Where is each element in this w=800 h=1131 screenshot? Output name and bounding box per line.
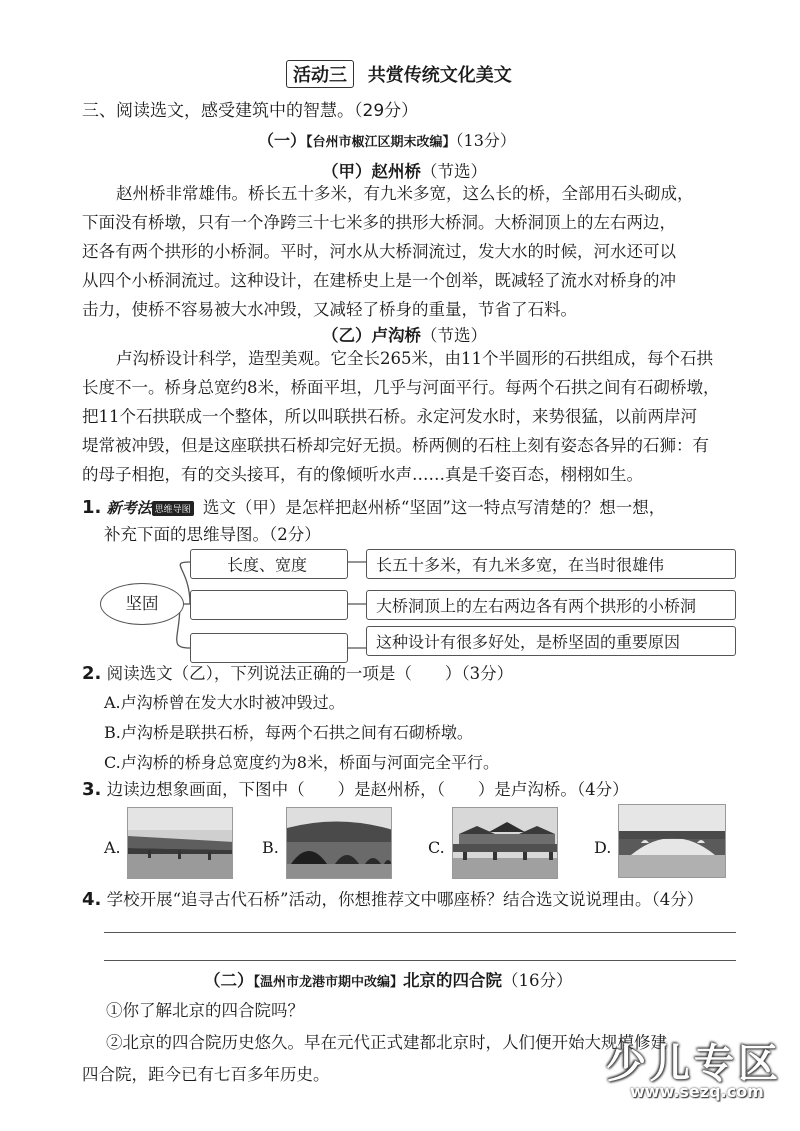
yi-line: 卢沟桥设计科学，造型美观。它全长265米，由11个半圆形的石拱组成，每个石拱 bbox=[116, 349, 713, 368]
mindmap-right-box-1 bbox=[366, 549, 736, 579]
answer-line-1[interactable] bbox=[104, 932, 736, 933]
q2-option-c[interactable]: C.卢沟桥的桥身总宽度约为8米，桥面与河面完全平行。 bbox=[104, 753, 499, 772]
part1-source: 【台州市椒江区期末改编】 bbox=[306, 135, 456, 150]
passage-yi-title bbox=[322, 322, 487, 346]
part2-line: 四合院，距今已有七百多年历史。 bbox=[82, 1065, 330, 1084]
activity-tag: 活动三 bbox=[286, 60, 354, 88]
answer-line-2[interactable] bbox=[104, 960, 736, 961]
part1-prefix: （一） bbox=[258, 131, 307, 150]
mindmap-center: 坚固 bbox=[100, 583, 184, 625]
jia-line: 还各有两个拱形的小桥洞。平时，河水从大桥洞流过，发大水的时候，河水还可以 bbox=[82, 242, 676, 261]
bridge-photo-a-image bbox=[128, 808, 233, 879]
jia-title: 赵州桥 bbox=[371, 162, 421, 181]
bridge-photo-b[interactable] bbox=[286, 807, 392, 879]
bridge-photo-c[interactable] bbox=[452, 807, 558, 879]
photo-label-a: A. bbox=[104, 838, 121, 857]
activity-title: 共赏传统文化美文 bbox=[367, 65, 512, 86]
photo-label-d: D. bbox=[594, 838, 612, 857]
yi-line: 堤常被冲毁，但是这座联拱石桥却完好无损。桥两侧的石柱上刻有姿态各异的石狮：有 bbox=[82, 436, 709, 455]
q4-text: 学校开展“追寻古代石桥”活动，你想推荐文中哪座桥？结合选文说说理由。（4分） bbox=[106, 890, 704, 909]
q2-text: 阅读选文（乙），下列说法正确的一项是（ ）（3分） bbox=[106, 664, 514, 683]
yi-line: 长度不一。桥身总宽约8米，桥面平坦，几乎与河面平行。每两个石拱之间有石砌桥墩， bbox=[82, 378, 720, 397]
activity-header bbox=[286, 60, 512, 88]
part2-line: ②北京的四合院历史悠久。早在元代正式建都北京时，人们便开始大规模修建 bbox=[106, 1033, 667, 1052]
q1-text-line2: 补充下面的思维导图。（2分） bbox=[104, 525, 321, 544]
q2-option-a[interactable]: A.卢沟桥曾在发大水时被冲毁过。 bbox=[104, 693, 345, 712]
q2-number: 2. bbox=[82, 663, 102, 684]
watermark-url: www.sezq.com bbox=[630, 1082, 764, 1101]
question-4 bbox=[82, 886, 703, 910]
yi-line: 把11个石拱联成一个整体，所以叫联拱石桥。永定河发水时，来势很猛，以前两岸河 bbox=[82, 407, 697, 426]
yi-prefix: （乙） bbox=[322, 326, 372, 345]
question-2 bbox=[82, 660, 513, 684]
mindmap-left-text: 长度、宽度 bbox=[227, 555, 308, 575]
yi-title: 卢沟桥 bbox=[371, 326, 421, 345]
q1-badge: 思维导图 bbox=[152, 501, 194, 516]
part2-line: ①你了解北京的四合院吗？ bbox=[106, 1001, 304, 1020]
q1-text: 选文（甲）是怎样把赵州桥“坚固”这一特点写清楚的？想一想， bbox=[202, 498, 666, 517]
passage-jia-body bbox=[82, 179, 742, 324]
mindmap-right-box-2 bbox=[366, 590, 736, 620]
jia-prefix: （甲） bbox=[322, 162, 372, 181]
jia-line: 从四个小桥洞流过。这种设计，在建桥史上是一个创举，既减轻了流水对桥身的冲 bbox=[82, 271, 676, 290]
part2-source: 【温州市龙港市期中改编】 bbox=[253, 975, 404, 990]
photo-label-c: C. bbox=[428, 838, 445, 857]
jia-note: （节选） bbox=[421, 162, 487, 181]
mindmap-left-box-1 bbox=[190, 549, 348, 579]
q2-option-b[interactable]: B.卢沟桥是联拱石桥，每两个石拱之间有石砌桥墩。 bbox=[104, 723, 473, 742]
watermark-brand: 少儿专区 bbox=[606, 1041, 782, 1087]
bridge-photo-d-image bbox=[619, 805, 726, 878]
question-1 bbox=[82, 494, 665, 518]
photo-label-b: B. bbox=[262, 838, 279, 857]
q4-number: 4. bbox=[82, 889, 102, 910]
mindmap-right-text: 这种设计有很多好处，是桥坚固的重要原因 bbox=[376, 632, 681, 652]
part2-score: （16分） bbox=[502, 971, 573, 990]
bridge-photo-d[interactable] bbox=[618, 804, 726, 878]
q3-text: 边读边想象画面，下图中（ ）是赵州桥，（ ）是卢沟桥。（4分） bbox=[106, 780, 629, 799]
jia-line: 击力，使桥不容易被大水冲毁，又减轻了桥身的重量，节省了石料。 bbox=[82, 300, 577, 319]
part2-title: 北京的四合院 bbox=[403, 971, 503, 990]
mindmap-right-text: 大桥洞顶上的左右两边各有两个拱形的小桥洞 bbox=[376, 596, 697, 616]
mindmap-right-box-3 bbox=[366, 626, 736, 656]
bridge-photo-b-image bbox=[287, 808, 392, 879]
q1-number: 1. bbox=[82, 497, 102, 518]
part2-prefix: （二） bbox=[204, 971, 254, 990]
mindmap-left-box-2[interactable] bbox=[190, 590, 348, 620]
jia-line: 下面没有桥墩，只有一个净跨三十七米多的拱形大桥洞。大桥洞顶上的左右两边， bbox=[82, 213, 676, 232]
yi-line: 的母子相抱，有的交头接耳，有的像倾听水声……真是千姿百态，栩栩如生。 bbox=[82, 465, 643, 484]
section-heading: 三、阅读选文，感受建筑中的智慧。（29分） bbox=[82, 101, 419, 121]
question-3 bbox=[82, 776, 629, 800]
q1-new-mark: 新考法 bbox=[106, 499, 152, 517]
bridge-photo-a[interactable] bbox=[127, 807, 233, 879]
q3-number: 3. bbox=[82, 779, 102, 800]
mindmap-right-text: 长五十多米，有九米多宽，在当时很雄伟 bbox=[376, 555, 665, 575]
jia-line: 赵州桥非常雄伟。桥长五十多米，有九米多宽，这么长的桥，全部用石头砌成， bbox=[116, 184, 694, 203]
mindmap-left-box-3[interactable] bbox=[190, 633, 348, 663]
part1-score: （13分） bbox=[455, 131, 516, 150]
part1-header bbox=[258, 128, 516, 151]
yi-note: （节选） bbox=[421, 326, 487, 345]
passage-yi-body bbox=[82, 344, 742, 489]
part2-header bbox=[204, 967, 573, 991]
bridge-photo-c-image bbox=[453, 808, 558, 879]
